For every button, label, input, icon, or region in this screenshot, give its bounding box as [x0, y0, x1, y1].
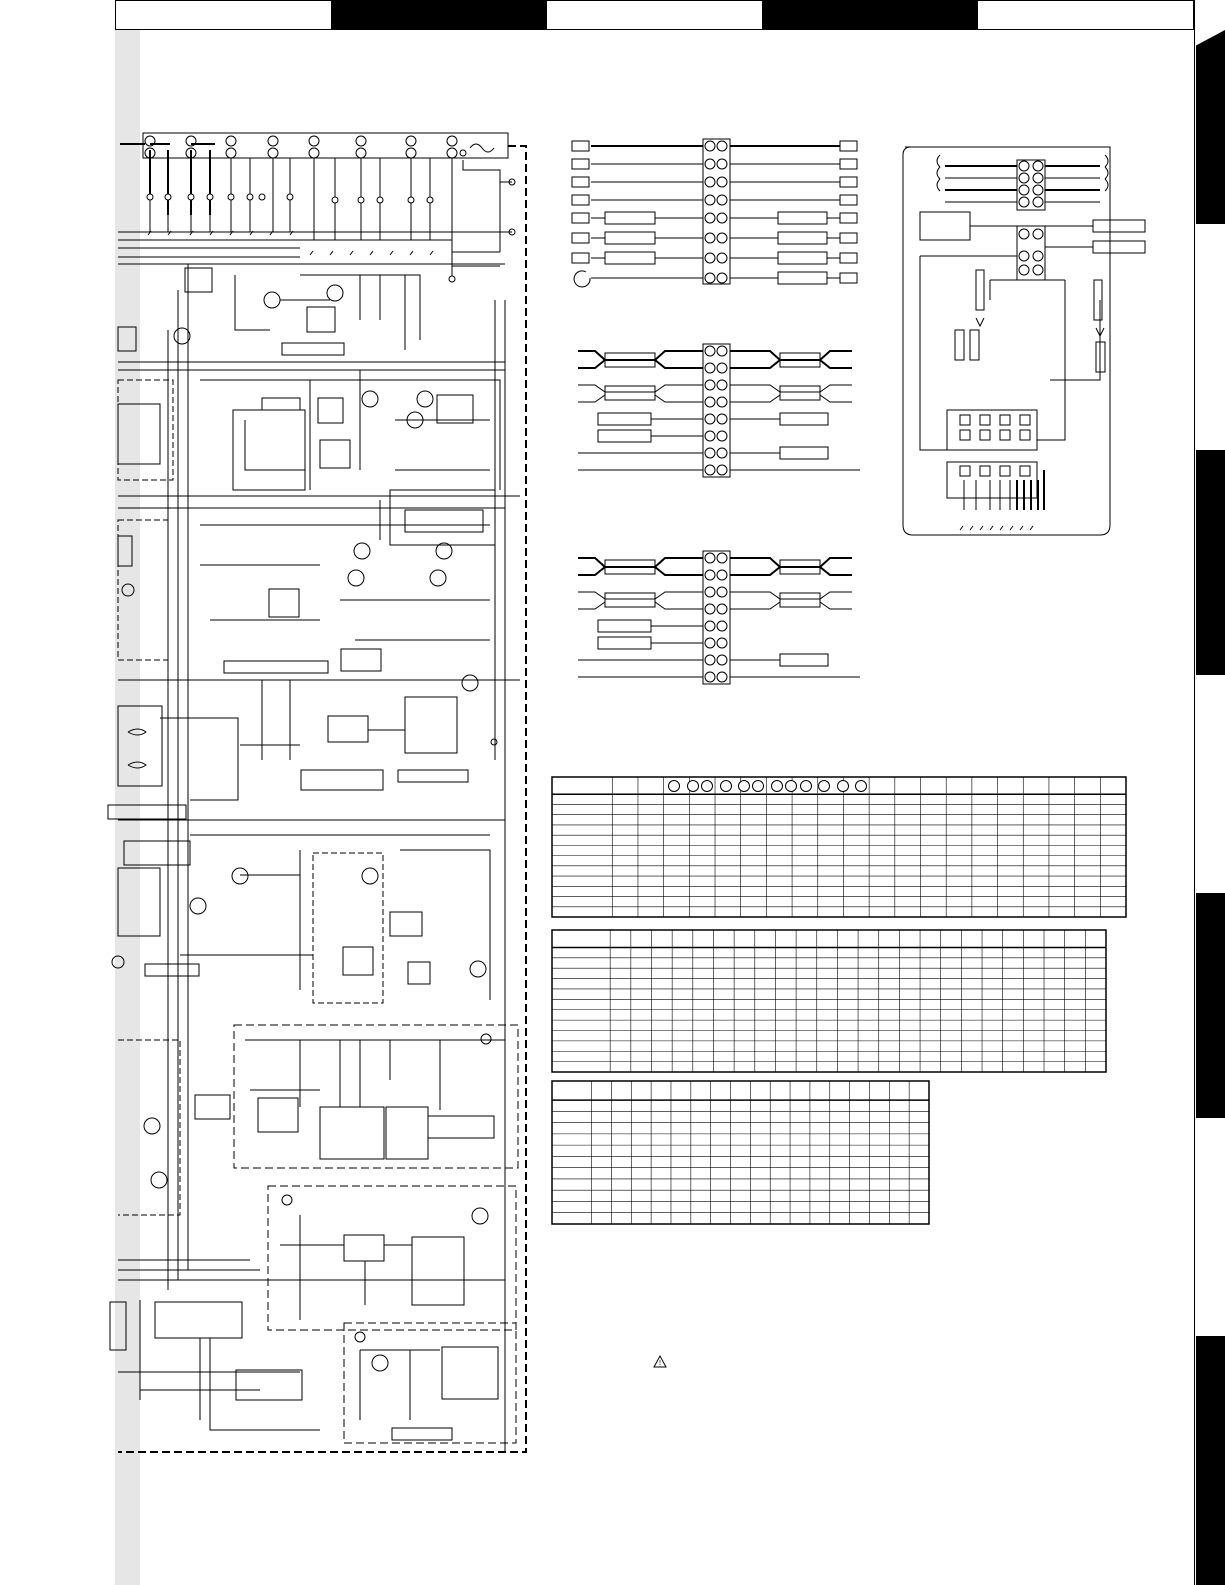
table-1-header-marker [856, 781, 867, 792]
block-7-output [268, 1186, 516, 1330]
connector-diagram-c [578, 551, 860, 684]
terminal-block-row [145, 136, 466, 158]
table-1-header-marker [688, 781, 699, 792]
main-schematic [108, 133, 526, 1452]
connector-diagram-a [572, 139, 857, 287]
table-1-header-marker [669, 781, 680, 792]
table-1-header-marker [739, 781, 750, 792]
table-1-header-marker [753, 781, 764, 792]
table-1-header-marker [819, 781, 830, 792]
block-5-protection [112, 835, 490, 1003]
block-3-driver [118, 490, 495, 673]
table-1-header-marker [786, 781, 797, 792]
table-1-header-marker [838, 781, 849, 792]
table-2-frame [552, 930, 1106, 1072]
block-2-amplifier [118, 370, 500, 490]
table-3 [552, 1081, 929, 1224]
block-1-regulator [118, 268, 420, 355]
table-1-header-marker [801, 781, 812, 792]
table-1-header-marker [721, 781, 732, 792]
table-3-frame [552, 1081, 929, 1224]
safety-mark-text: ! [659, 1360, 661, 1367]
connector-a-pins [705, 141, 727, 283]
table-2 [552, 930, 1106, 1072]
table-1-header-marker [772, 781, 783, 792]
table-1 [552, 777, 1126, 917]
table-1-header-marker [702, 781, 713, 792]
harness-diagram [903, 147, 1145, 535]
connector-diagram-b [578, 344, 860, 477]
spec-tables [552, 777, 1126, 1224]
block-4-logic [108, 675, 497, 819]
